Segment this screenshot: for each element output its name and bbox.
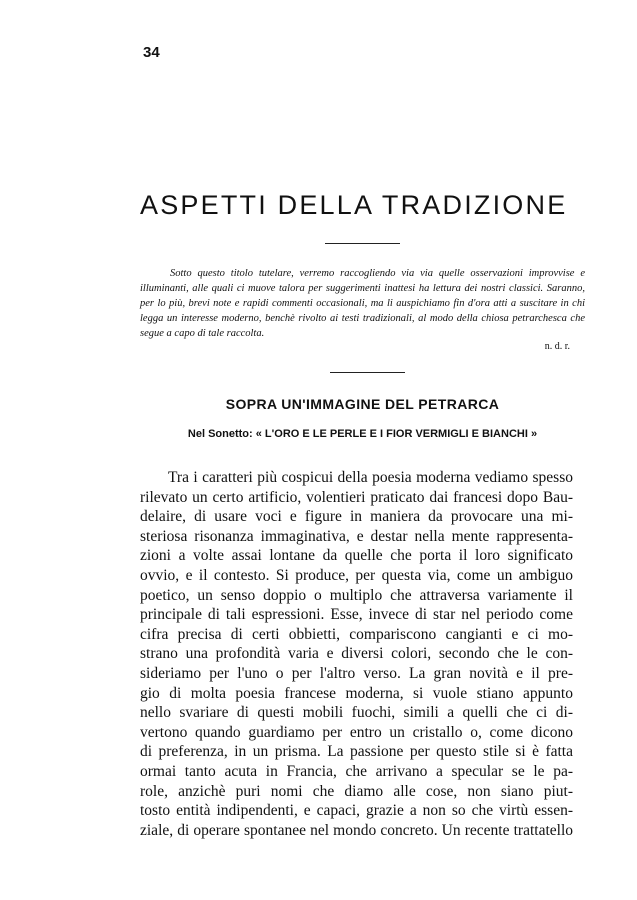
subheading-text: « L'ORO E LE PERLE E I FIOR VERMIGLI E BIANCHI » xyxy=(255,428,538,440)
body-line: principale di tali espressioni. Esse, invece di star nel periodo come xyxy=(140,606,573,624)
intro-rule xyxy=(330,372,405,373)
article-title: SOPRA UN'IMMAGINE DEL PETRARCA xyxy=(225,396,500,412)
subheading-label: Nel Sonetto: xyxy=(187,428,253,440)
body-line: strano una profondità varia e diversi colori, secondo che le con- xyxy=(140,645,573,663)
body-line: ziale, di operare spontanee nel mondo concreto. Un recente trattatello xyxy=(140,821,573,839)
body-line: tosto entità indipendenti, e capaci, grazie a non so che virtù essen- xyxy=(140,802,573,820)
article-subheading xyxy=(140,428,585,440)
body-line: poetico, un senso doppio o multiplo che attraversa variamente il xyxy=(140,586,573,604)
article-body xyxy=(140,468,573,840)
body-line: vertono quando guardiamo per entro un cristallo o, come dicono xyxy=(140,723,573,741)
body-line: di preferenza, in un prisma. La passione per questo stile si è fatta xyxy=(140,743,573,761)
body-line: ovvio, e il contesto. Si produce, per questa via, come un ambiguo xyxy=(140,566,573,584)
body-line: zioni a volte assai lontane da quelle che porta il loro significato xyxy=(140,547,573,565)
body-line: role, anzichè puri nomi che diamo alle cose, non siano piut- xyxy=(140,782,573,800)
title-rule xyxy=(325,243,400,244)
body-line: sideriamo per l'uno o per l'altro verso. La gran novità e il pre- xyxy=(140,664,573,682)
body-line: ormai tanto acuta in Francia, che arrivano a specular se le pa- xyxy=(140,762,573,780)
body-line: rilevato un certo artificio, volentieri praticato dai francesi dopo Bau- xyxy=(140,488,573,506)
section-title: ASPETTI DELLA TRADIZIONE xyxy=(140,190,568,220)
body-line: gio di molta poesia francese moderna, si vuole stiano appunto xyxy=(140,684,573,702)
body-line: steriosa risonanza immaginativa, e destar nella mente rappresenta- xyxy=(140,527,573,545)
editorial-signature: n. d. r. xyxy=(544,341,570,352)
body-line: delaire, di usare voci e figure in maniera da provocare una mi- xyxy=(140,508,573,526)
editorial-intro: Sotto questo titolo tutelare, verremo raccogliendo via via quelle osservazioni improvvise e illuminanti, alle quali ci muove talora per suggerimenti inattesi ha lettura dei nostri classici. Saranno, per lo più, brevi note e rapidi commenti occasionali, ma li auspichiamo fin d'ora atti a suscitare in chi legga un interesse moderno, benchè rivolto ai testi tradizionali, al modo della chiosa petrarchesca che segue a capo di tale raccolta. xyxy=(140,268,585,339)
body-line: Tra i caratteri più cospicui della poesia moderna vediamo spesso xyxy=(168,469,573,486)
body-line: cifra precisa di certi obbietti, compariscono cangianti e ci mo- xyxy=(140,625,573,643)
page-number: 34 xyxy=(143,44,160,61)
body-line: nello svariare di questi mobili fuochi, simili a quelli che ci di- xyxy=(140,704,573,722)
